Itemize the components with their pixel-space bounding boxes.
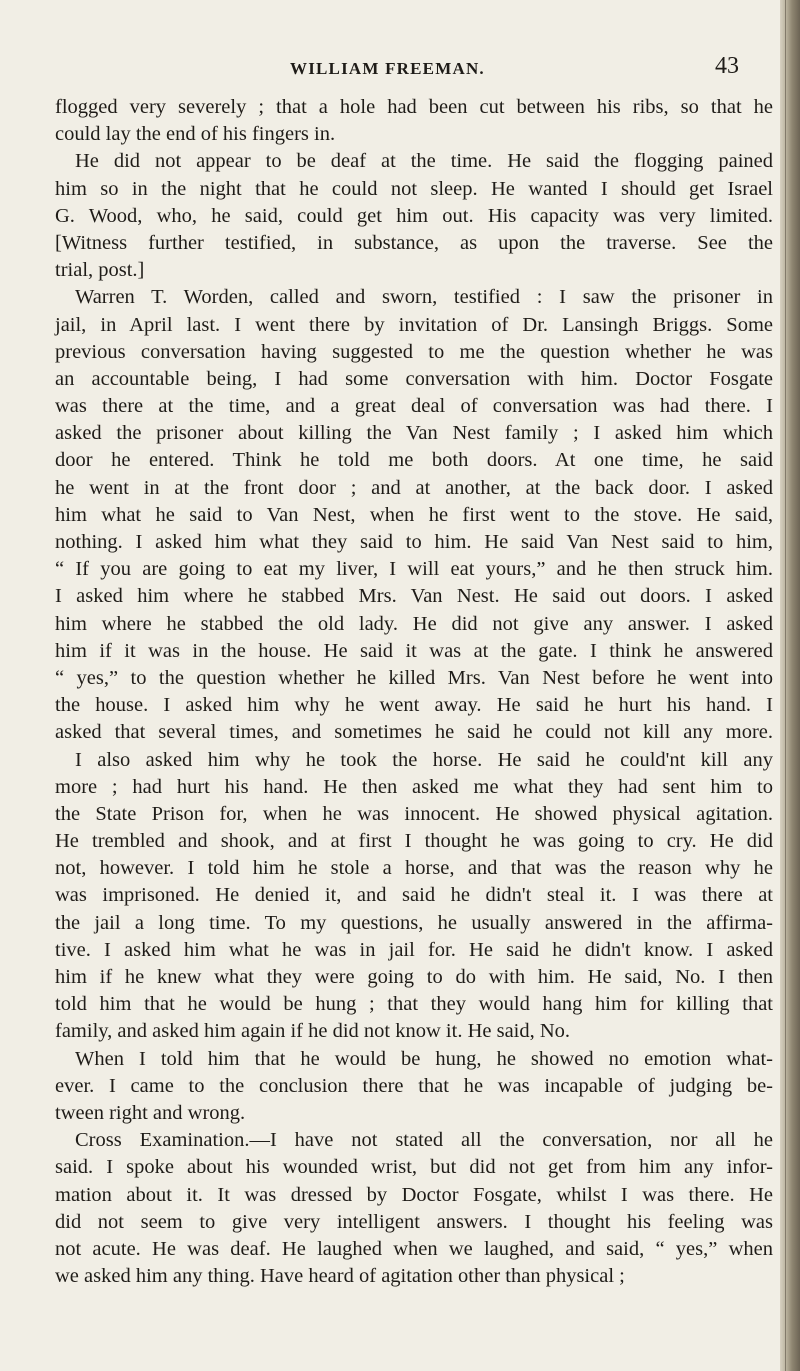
page-header	[0, 47, 780, 79]
text-line: family, and asked him again if he did not know it. He said, No.	[55, 1020, 571, 1043]
text-line: more ; had hurt his hand. He then asked me what they had sent him to	[55, 775, 773, 798]
text-line: told him that he would be hung ; that they would hang him for killing that	[55, 993, 773, 1016]
text-line: the jail a long time. To my questions, he usually answered in the affirma-	[55, 911, 773, 934]
text-line: flogged very severely ; that a hole had been cut between his ribs, so that he	[55, 96, 773, 118]
text-line: Warren T. Worden, called and sworn, testified : I saw the prisoner in	[75, 286, 773, 309]
text-line: him so in the night that he could not sleep. He wanted I should get Israel	[55, 177, 773, 200]
text-line: tween right and wrong.	[55, 1101, 246, 1124]
text-line: not, however. I told him he stole a horse, and that was the reason why he	[55, 857, 773, 880]
text-line: previous conversation having suggested to me the question whether he was	[55, 340, 773, 363]
text-line: nothing. I asked him what they said to him. He said Van Nest said to him,	[55, 531, 773, 553]
text-line: G. Wood, who, he said, could get him out. His capacity was very limited.	[55, 204, 773, 227]
running-head: WILLIAM FREEMAN.	[290, 59, 485, 78]
text-line: could lay the end of his fingers in.	[55, 123, 336, 146]
text-line: tive. I asked him what he was in jail for. He said he didn't know. I asked	[55, 938, 773, 961]
page-number: 43	[715, 53, 739, 79]
text-line: He trembled and shook, and at first I thought he was going to cry. He did	[55, 830, 773, 853]
text-line: was imprisoned. He denied it, and said he didn't steal it. I was there at	[55, 884, 773, 907]
text-line: him where he stabbed the old lady. He did not give any answer. I asked	[55, 612, 773, 635]
text-line: mation about it. It was dressed by Doctor Fosgate, whilst I was there. He	[55, 1183, 773, 1206]
text-line: asked the prisoner about killing the Van Nest family ; I asked him which	[55, 422, 773, 445]
text-line: an accountable being, I had some conversation with him. Doctor Fosgate	[55, 367, 773, 390]
binding-line	[785, 0, 786, 1371]
text-line: did not seem to give very intelligent answers. I thought his feeling was	[55, 1210, 773, 1233]
text-line: not acute. He was deaf. He laughed when we laughed, and said, “ yes,” when	[55, 1237, 773, 1260]
text-line: we asked him any thing. Have heard of agitation other than physical ;	[55, 1265, 625, 1288]
text-line: trial, post.]	[55, 259, 145, 282]
text-line: him if it was in the house. He said it was at the gate. I think he answered	[55, 639, 773, 662]
text-line: the State Prison for, when he was innocent. He showed physical agitation.	[55, 802, 773, 825]
text-line: When I told him that he would be hung, he showed no emotion what-	[75, 1047, 773, 1070]
body-text	[55, 94, 773, 1290]
text-line: [Witness further testified, in substance, as upon the traverse. See the	[55, 231, 773, 254]
text-line: said. I spoke about his wounded wrist, but did not get from him any infor-	[55, 1156, 773, 1179]
text-line: the house. I asked him why he went away. He said he hurt his hand. I	[55, 694, 773, 717]
text-line: I also asked him why he took the horse. He said he could'nt kill any	[75, 748, 773, 771]
text-line: “ yes,” to the question whether he killed Mrs. Van Nest before he went into	[55, 666, 773, 689]
text-line: asked that several times, and sometimes he said he could not kill any more.	[55, 721, 773, 744]
text-line: I asked him where he stabbed Mrs. Van Nest. He said out doors. I asked	[55, 585, 773, 608]
page-edge-shadow	[780, 0, 800, 1371]
text-line: him if he knew what they were going to do with him. He said, No. I then	[55, 966, 773, 988]
text-line: him what he said to Van Nest, when he first went to the stove. He said,	[55, 503, 773, 526]
text-line: “ If you are going to eat my liver, I will eat yours,” and he then struck him.	[55, 558, 773, 581]
text-line: ever. I came to the conclusion there that he was incapable of judging be-	[55, 1074, 773, 1097]
text-line: He did not appear to be deaf at the time. He said the flogging pained	[75, 150, 773, 173]
text-line: he went in at the front door ; and at another, at the back door. I asked	[55, 476, 773, 499]
text-line: Cross Examination.—I have not stated all the conversation, nor all he	[75, 1129, 773, 1152]
text-line: door he entered. Think he told me both doors. At one time, he said	[55, 449, 773, 472]
text-line: was there at the time, and a great deal of conversation was had there. I	[55, 395, 773, 418]
text-line: jail, in April last. I went there by invitation of Dr. Lansingh Briggs. Some	[55, 313, 773, 336]
